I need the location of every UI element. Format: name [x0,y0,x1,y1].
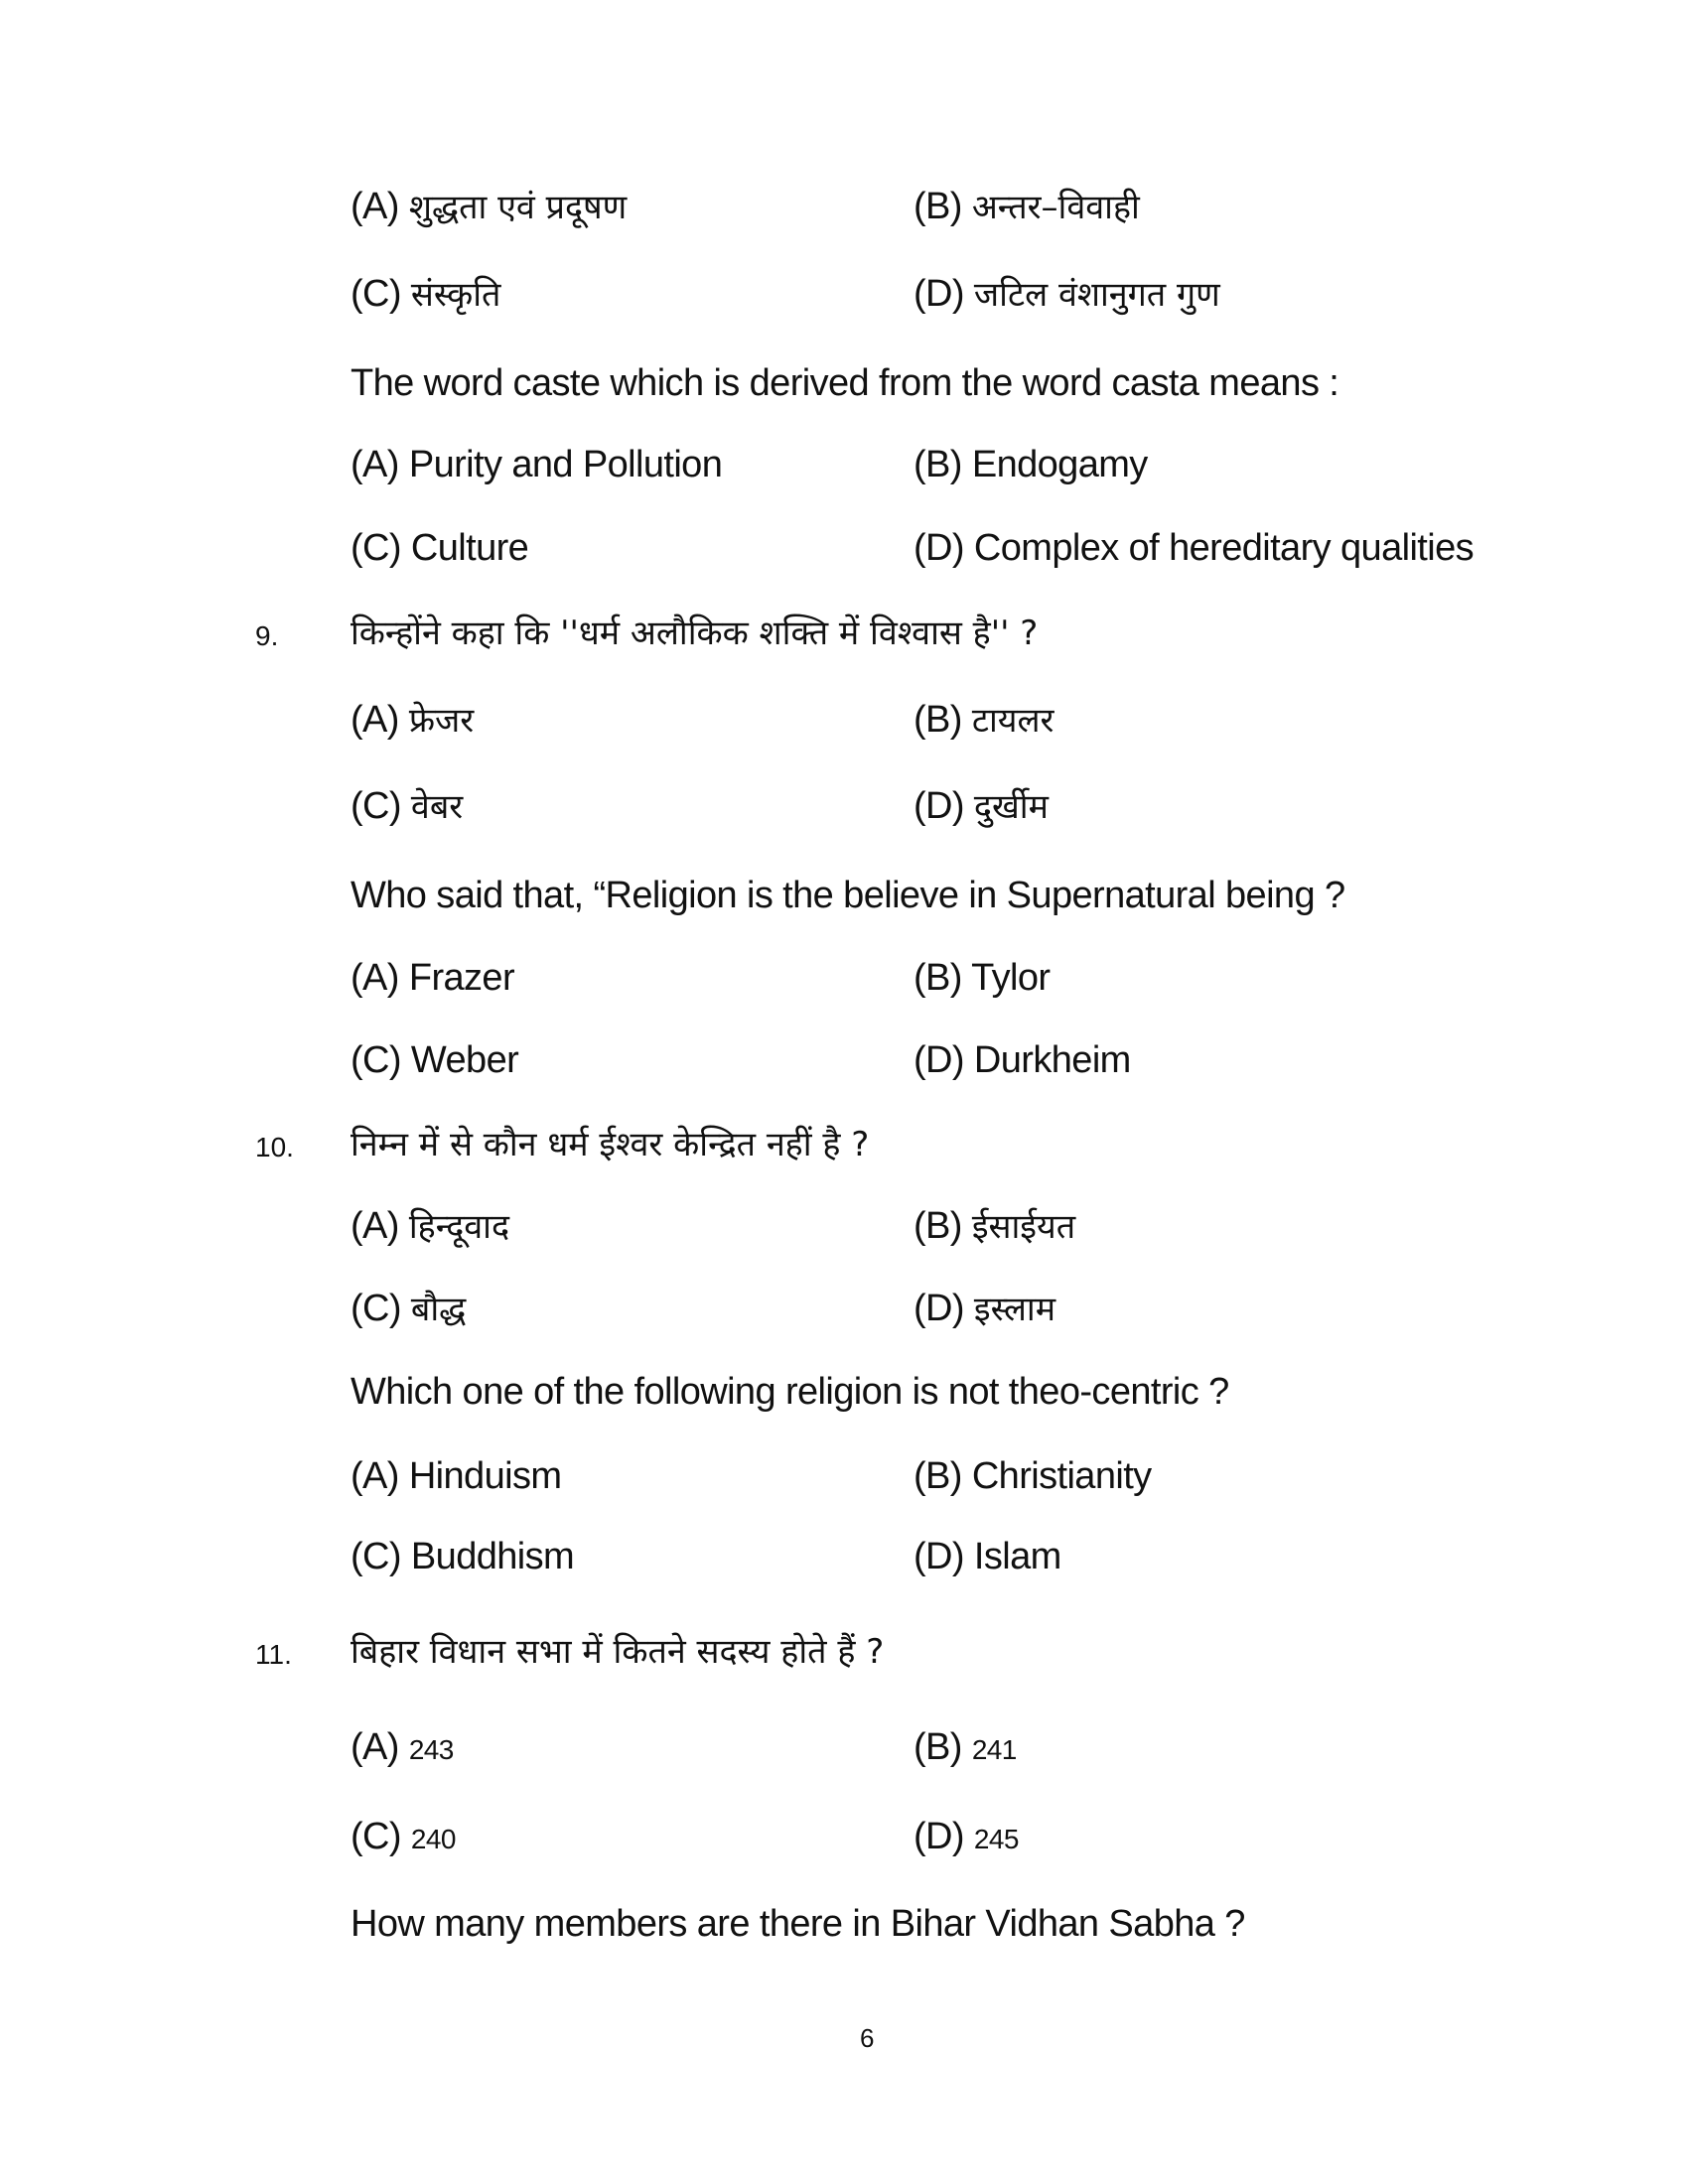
q9-hindi-option-a [351,701,474,740]
option-label: (B) [914,699,962,741]
q10-hindi-option-a [351,1207,509,1246]
q9-hindi-option-c [351,787,463,826]
option-label: (C) [351,785,401,827]
option-text: टायलर [971,701,1055,741]
option-label: (C) [351,1039,401,1081]
q8-english-option-b [914,446,1148,483]
option-label: (D) [914,785,964,827]
question-text: बिहार विधान सभा में कितने सदस्य होते हैं ? [351,1632,885,1672]
q9-hindi-option-b [914,701,1054,740]
question-text: निम्न में से कौन धर्म ईश्वर केन्द्रित नहीं है ? [351,1125,870,1164]
option-label: (B) [914,957,962,999]
option-text: 243 [408,1734,454,1765]
q8-english-option-d [914,529,1474,567]
q8-hindi-option-d [914,275,1220,314]
option-text: Complex of hereditary qualities [973,527,1475,569]
question-text: किन्होंने कहा कि ''धर्म अलौकिक शक्ति में विश्वास है'' ? [351,614,1039,653]
option-label: (D) [914,1536,964,1577]
question-number-10: 10. [255,1132,294,1162]
q11-option-c [351,1818,456,1858]
option-label: (C) [351,1536,401,1577]
option-text: Islam [973,1536,1061,1577]
q10-english-option-b [914,1457,1152,1495]
option-text: Purity and Pollution [408,444,723,485]
option-label: (D) [914,1816,964,1857]
option-label: (B) [914,444,962,485]
option-text: Tylor [971,957,1051,999]
q8-english-option-c [351,529,528,567]
option-text: वेबर [410,787,464,827]
option-label: (B) [914,1205,962,1247]
q8-english-question: The word caste which is derived from the word casta means : [351,362,1339,404]
option-text: Buddhism [410,1536,575,1577]
q8-hindi-option-b [914,188,1140,226]
q8-hindi-option-a [351,188,627,226]
option-text: Weber [410,1039,519,1081]
option-text: Culture [410,527,529,569]
option-text: फ्रेजर [408,701,475,741]
option-text: अन्तर–विवाही [971,188,1140,227]
option-label: (A) [351,1726,399,1768]
question-number-9: 9. [255,620,279,651]
option-text: 240 [410,1824,456,1854]
option-label: (D) [914,273,964,315]
q10-english-option-a [351,1457,561,1495]
option-label: (A) [351,444,399,485]
q9-english-question: Who said that, “Religion is the believe in Supernatural being ? [351,875,1345,916]
q9-english-option-d [914,1041,1131,1079]
q11-option-b [914,1728,1017,1769]
q11-option-a [351,1728,454,1769]
option-label: (C) [351,527,401,569]
q10-english-option-c [351,1538,574,1575]
q8-english-option-a [351,446,722,483]
option-label: (C) [351,1816,401,1857]
option-text: 241 [971,1734,1017,1765]
option-label: (A) [351,1455,399,1497]
q10-hindi-option-b [914,1207,1075,1246]
q10-english-question: Which one of the following religion is not theo-centric ? [351,1371,1229,1413]
option-label: (C) [351,273,401,315]
q10-english-option-d [914,1538,1061,1575]
option-text: हिन्दूवाद [408,1207,510,1247]
q10-hindi-option-d [914,1290,1055,1328]
option-text: संस्कृति [410,275,501,315]
q9-hindi-question [351,614,1038,652]
q11-hindi-question [351,1632,884,1671]
q10-hindi-option-c [351,1290,466,1328]
option-label: (B) [914,186,962,227]
option-text: बौद्ध [410,1290,467,1329]
option-text: Durkheim [973,1039,1131,1081]
option-text: Frazer [408,957,515,999]
option-text: ईसाईयत [971,1207,1076,1247]
option-text: Christianity [971,1455,1152,1497]
option-label: (D) [914,1039,964,1081]
option-text: दुर्खीम [973,787,1049,827]
q10-hindi-question [351,1125,869,1163]
option-label: (B) [914,1455,962,1497]
option-label: (A) [351,1205,399,1247]
option-text: Hinduism [408,1455,562,1497]
option-text: 245 [973,1824,1019,1854]
q11-option-d [914,1818,1019,1858]
page-number: 6 [860,2023,875,2053]
option-text: जटिल वंशानुगत गुण [973,275,1220,315]
option-label: (D) [914,527,964,569]
option-label: (D) [914,1288,964,1329]
option-text: शुद्धता एवं प्रदूषण [408,188,628,227]
q9-english-option-b [914,959,1051,997]
option-text: Endogamy [971,444,1148,485]
option-label: (B) [914,1726,962,1768]
option-label: (C) [351,1288,401,1329]
option-label: (A) [351,699,399,741]
q9-english-option-c [351,1041,518,1079]
q9-english-option-a [351,959,514,997]
option-label: (A) [351,186,399,227]
option-text: इस्लाम [973,1290,1056,1329]
q8-hindi-option-c [351,275,500,314]
q11-english-question: How many members are there in Bihar Vidhan Sabha ? [351,1903,1245,1945]
question-number-11: 11. [255,1639,292,1670]
q9-hindi-option-d [914,787,1049,826]
option-label: (A) [351,957,399,999]
